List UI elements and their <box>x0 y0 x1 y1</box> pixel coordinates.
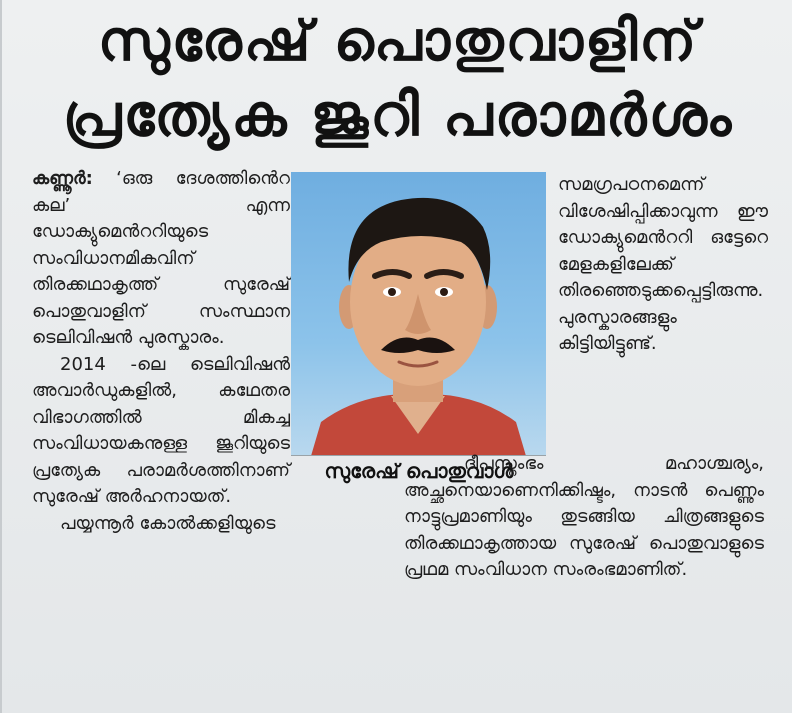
article-left-column <box>32 166 290 537</box>
headline-line-1: സുരേഷ് പൊതുവാളിന് <box>97 9 699 74</box>
article-paragraph-5: ദീപസ്തംഭം മഹാശ്ചര്യം, അച്ഛനെയാണെനിക്കിഷ്ടം, നാടൻ പെണ്ണും നാട്ടുപ്രമാണിയും തുടങ്ങിയ ചിത്രങ്ങളുടെ തിരക്കഥാകൃത്തായ സുരേഷ് പൊതുവാളുടെ പ്രഥമ സംവിധാന സംരംഭമാണിത്. <box>404 453 764 580</box>
dateline: കണ്ണൂർ: <box>32 168 93 189</box>
portrait-photo <box>291 172 546 456</box>
article-paragraph-2: 2014 -ലെ ടെലിവിഷൻ അവാർഡുകളിൽ, കഥേതര വിഭാഗത്തിൽ മികച്ച സംവിധായകനുള്ള ജൂറിയുടെ പ്രത്യേക പരാമർശത്തിനാണ് സുരേഷ് അർഹനായത്. <box>32 353 290 507</box>
article-paragraph-3: പയ്യന്നൂർ കോൽക്കളിയുടെ <box>60 512 276 534</box>
photo-caption: സുരേഷ് പൊതുവാൾ <box>324 459 514 483</box>
paragraph-1-text: ‘ഒരു ദേശത്തിൻെറ കല’ എന്ന ഡോക്യുമെൻററിയുടെ സംവിധാനമികവിന് തിരക്കഥാകൃത്ത് സുരേഷ് പൊതുവാളിന് സംസ്ഥാന ടെലിവിഷൻ പുരസ്കാരം. <box>32 168 290 348</box>
portrait-illustration <box>291 172 546 456</box>
article-paragraph-1 <box>32 166 290 352</box>
article-right-column <box>558 172 768 358</box>
headline-line-2: പ്രത്യേക ജൂറി പരാമർശം <box>62 81 734 149</box>
article-paragraph-4: സമഗ്രപഠനമെന്ന് വിശേഷിപ്പിക്കാവുന്ന ഈ ഡോക്യുമെൻററി ഒട്ടേറെ മേളകളിലേക്ക് തിരഞ്ഞെടുക്കപ്പെട്ടിരുന്നു. പുരസ്കാരങ്ങളും കിട്ടിയിട്ടുണ്ട്. <box>558 174 768 354</box>
